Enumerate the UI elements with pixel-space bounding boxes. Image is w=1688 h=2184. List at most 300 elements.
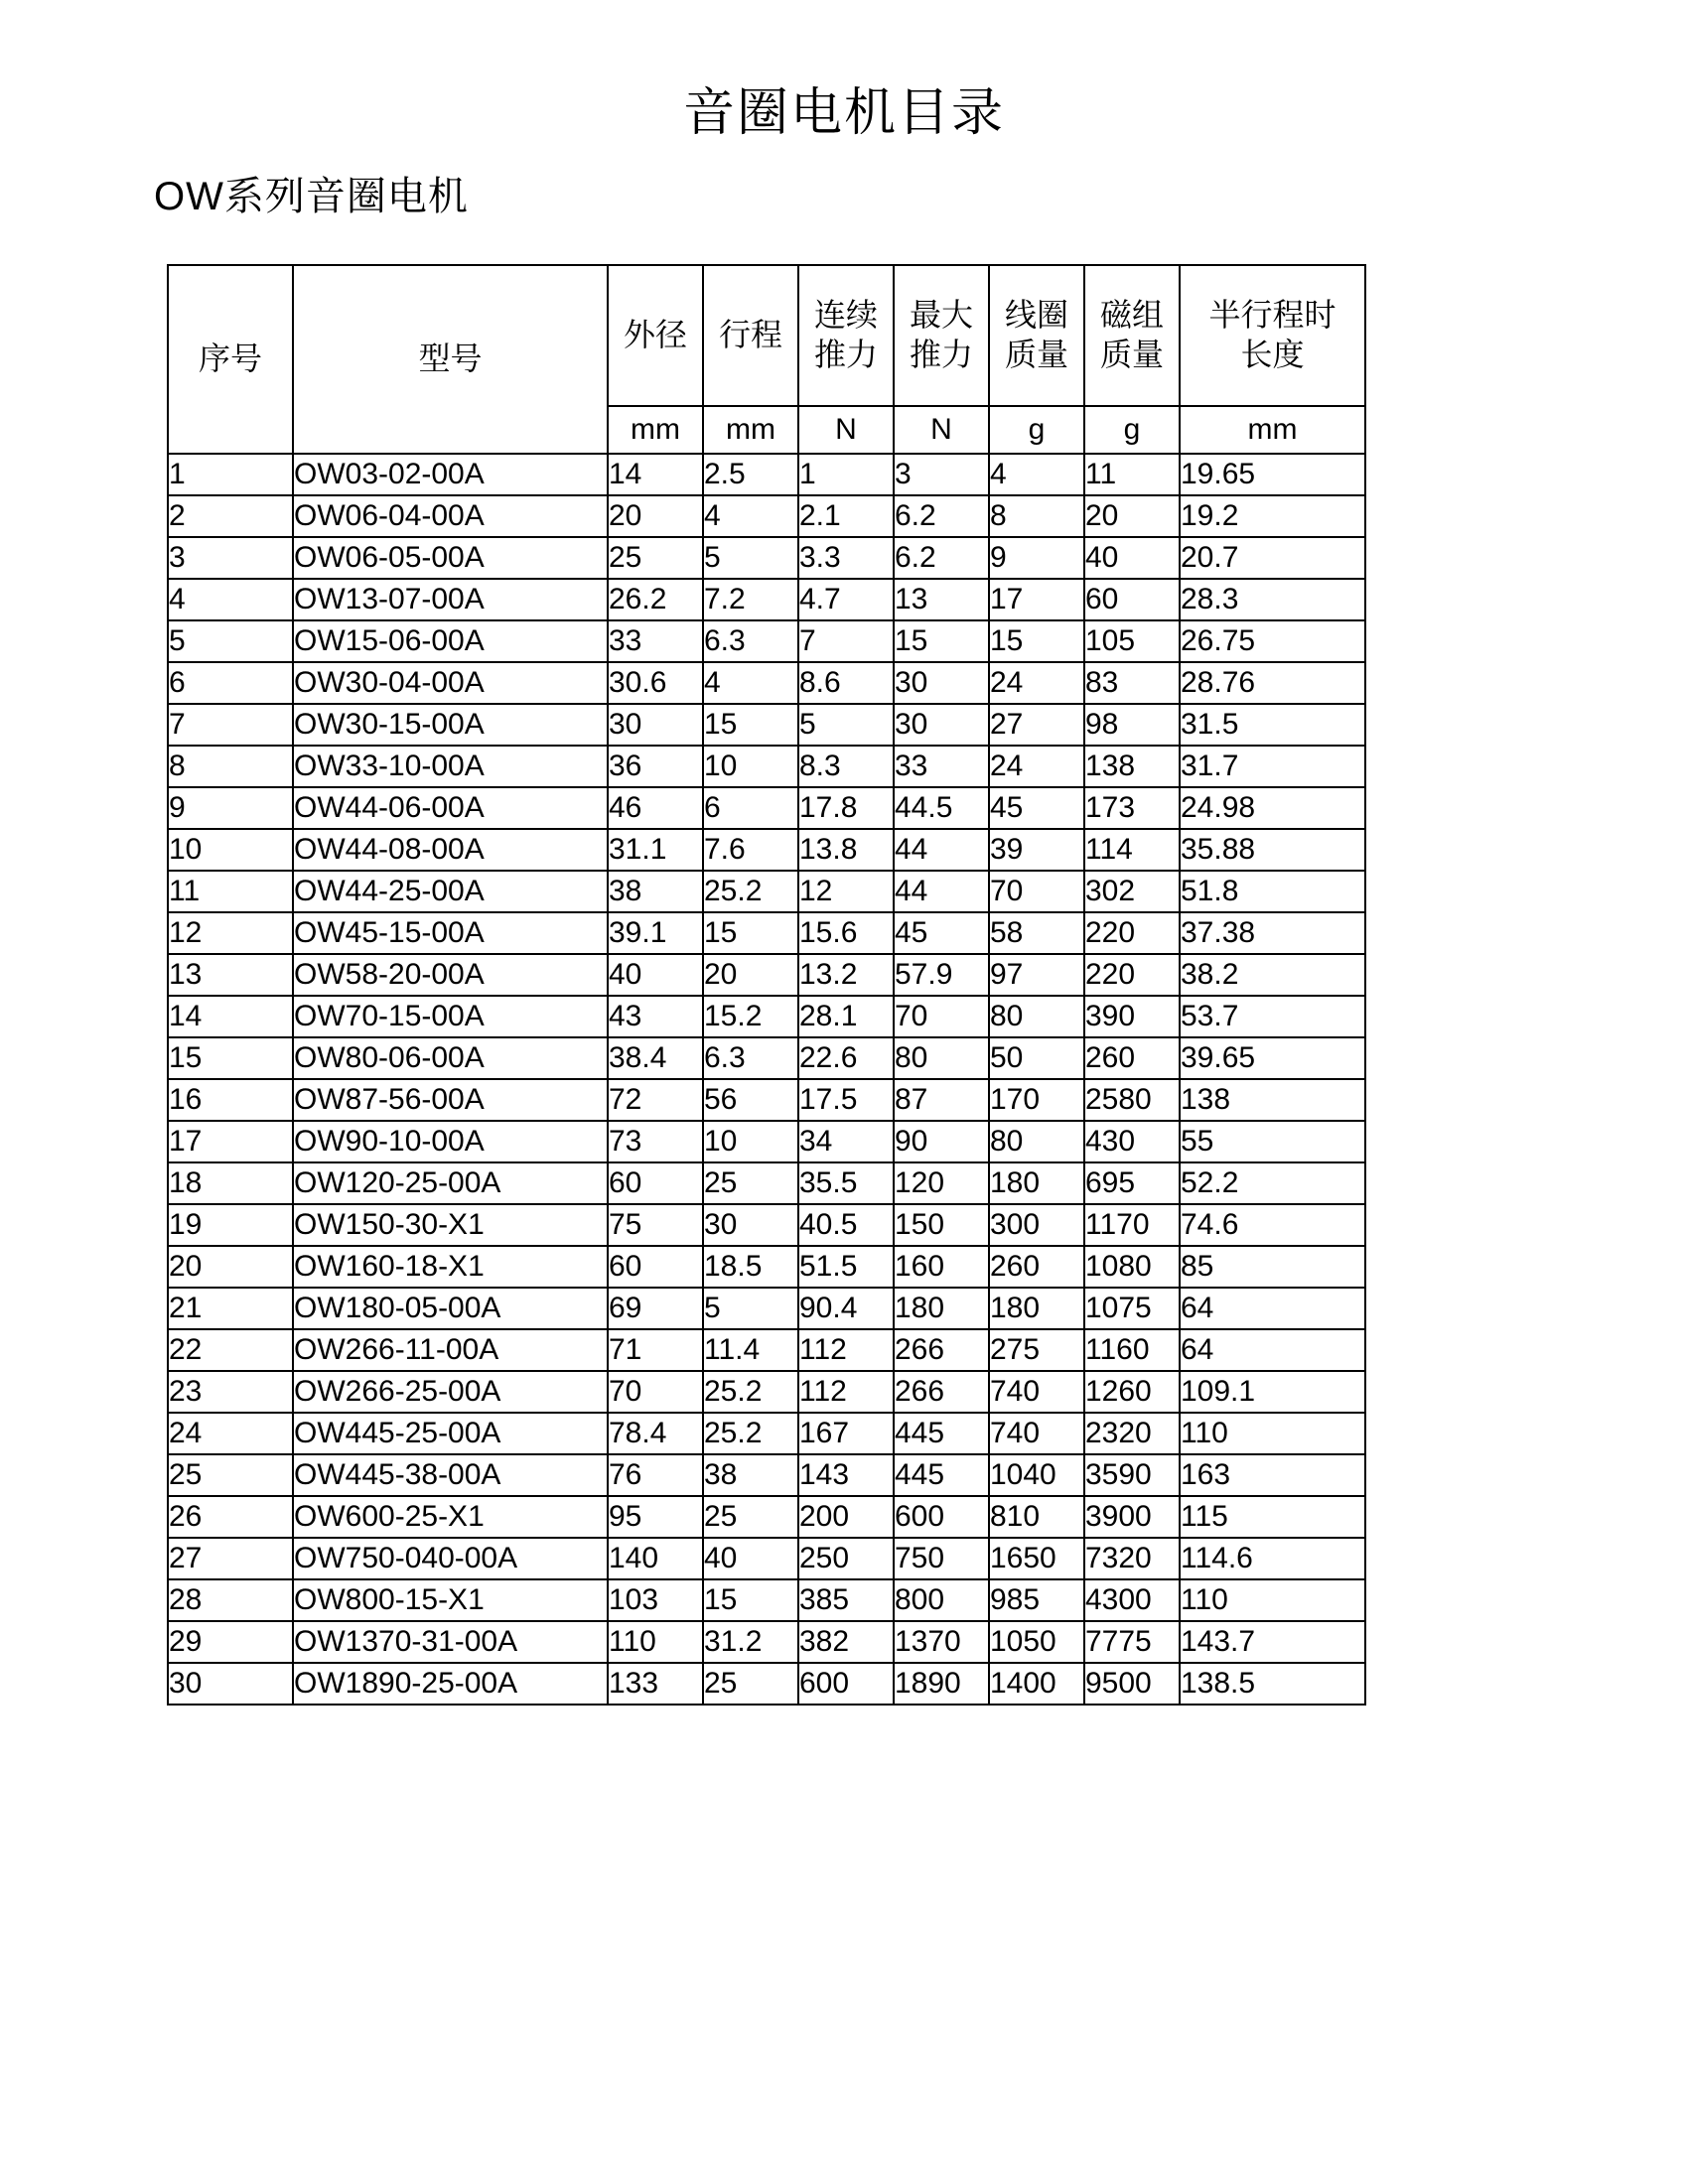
cell-outer-diameter: 33 (608, 620, 703, 662)
cell-outer-diameter: 110 (608, 1621, 703, 1663)
cell-outer-diameter: 30 (608, 704, 703, 746)
cell-magnet-mass: 1160 (1084, 1329, 1180, 1371)
cell-index: 25 (168, 1454, 293, 1496)
cell-half-stroke-length: 37.38 (1180, 912, 1365, 954)
table-row (168, 912, 1365, 954)
cell-coil-mass: 810 (989, 1496, 1084, 1538)
cell-magnet-mass: 2580 (1084, 1079, 1180, 1121)
cell-max-force: 6.2 (894, 537, 989, 579)
cell-outer-diameter: 30.6 (608, 662, 703, 704)
column-header-max-force (894, 265, 989, 406)
cell-magnet-mass: 1260 (1084, 1371, 1180, 1413)
cell-coil-mass: 24 (989, 662, 1084, 704)
cell-continuous-force: 200 (798, 1496, 894, 1538)
table-row (168, 537, 1365, 579)
cell-max-force: 80 (894, 1037, 989, 1079)
cell-magnet-mass: 3900 (1084, 1496, 1180, 1538)
cell-model: OW445-38-00A (293, 1454, 608, 1496)
cell-outer-diameter: 133 (608, 1663, 703, 1705)
cell-continuous-force: 8.3 (798, 746, 894, 787)
cell-coil-mass: 39 (989, 829, 1084, 871)
cell-index: 26 (168, 1496, 293, 1538)
cell-outer-diameter: 38.4 (608, 1037, 703, 1079)
cell-index: 21 (168, 1288, 293, 1329)
table-row (168, 1329, 1365, 1371)
cell-outer-diameter: 40 (608, 954, 703, 996)
cell-model: OW15-06-00A (293, 620, 608, 662)
cell-continuous-force: 1 (798, 454, 894, 495)
cell-max-force: 6.2 (894, 495, 989, 537)
cell-index: 15 (168, 1037, 293, 1079)
max-force-line1: 最大 (909, 297, 973, 334)
continuous-force-line2: 推力 (813, 337, 878, 372)
cell-outer-diameter: 20 (608, 495, 703, 537)
table-row (168, 996, 1365, 1037)
cell-coil-mass: 180 (989, 1162, 1084, 1204)
cell-continuous-force: 51.5 (798, 1246, 894, 1288)
continuous-force-line1: 连续 (813, 297, 878, 334)
cell-magnet-mass: 11 (1084, 454, 1180, 495)
cell-model: OW13-07-00A (293, 579, 608, 620)
cell-stroke: 25 (703, 1162, 798, 1204)
cell-continuous-force: 600 (798, 1663, 894, 1705)
cell-continuous-force: 40.5 (798, 1204, 894, 1246)
cell-coil-mass: 170 (989, 1079, 1084, 1121)
cell-stroke: 10 (703, 1121, 798, 1162)
cell-model: OW30-15-00A (293, 704, 608, 746)
cell-half-stroke-length: 55 (1180, 1121, 1365, 1162)
cell-continuous-force: 385 (798, 1579, 894, 1621)
cell-stroke: 6.3 (703, 620, 798, 662)
column-header-outer-diameter: 外径 (608, 265, 703, 406)
cell-max-force: 445 (894, 1454, 989, 1496)
cell-coil-mass: 1400 (989, 1663, 1084, 1705)
cell-index: 11 (168, 871, 293, 912)
cell-magnet-mass: 390 (1084, 996, 1180, 1037)
cell-outer-diameter: 95 (608, 1496, 703, 1538)
cell-outer-diameter: 73 (608, 1121, 703, 1162)
cell-outer-diameter: 75 (608, 1204, 703, 1246)
cell-model: OW266-25-00A (293, 1371, 608, 1413)
table-row (168, 620, 1365, 662)
cell-model: OW44-25-00A (293, 871, 608, 912)
cell-model: OW70-15-00A (293, 996, 608, 1037)
cell-half-stroke-length: 143.7 (1180, 1621, 1365, 1663)
cell-stroke: 25.2 (703, 871, 798, 912)
cell-max-force: 15 (894, 620, 989, 662)
cell-model: OW06-04-00A (293, 495, 608, 537)
cell-max-force: 266 (894, 1329, 989, 1371)
column-header-model: 型号 (293, 265, 608, 454)
cell-coil-mass: 985 (989, 1579, 1084, 1621)
cell-continuous-force: 15.6 (798, 912, 894, 954)
cell-half-stroke-length: 20.7 (1180, 537, 1365, 579)
table-row (168, 1121, 1365, 1162)
cell-magnet-mass: 105 (1084, 620, 1180, 662)
coil-mass-line1: 线圈 (1004, 297, 1068, 334)
cell-outer-diameter: 36 (608, 746, 703, 787)
table-row (168, 1413, 1365, 1454)
cell-continuous-force: 13.2 (798, 954, 894, 996)
cell-magnet-mass: 83 (1084, 662, 1180, 704)
table-row (168, 1162, 1365, 1204)
cell-magnet-mass: 7320 (1084, 1538, 1180, 1579)
table-row (168, 1579, 1365, 1621)
cell-coil-mass: 1040 (989, 1454, 1084, 1496)
cell-half-stroke-length: 114.6 (1180, 1538, 1365, 1579)
cell-max-force: 33 (894, 746, 989, 787)
cell-model: OW180-05-00A (293, 1288, 608, 1329)
cell-continuous-force: 143 (798, 1454, 894, 1496)
cell-model: OW445-25-00A (293, 1413, 608, 1454)
cell-index: 18 (168, 1162, 293, 1204)
column-header-magnet-mass (1084, 265, 1180, 406)
cell-stroke: 25.2 (703, 1371, 798, 1413)
cell-index: 24 (168, 1413, 293, 1454)
cell-index: 7 (168, 704, 293, 746)
cell-magnet-mass: 7775 (1084, 1621, 1180, 1663)
cell-model: OW44-06-00A (293, 787, 608, 829)
table-row (168, 829, 1365, 871)
unit-outer-diameter: mm (608, 406, 703, 454)
cell-max-force: 1890 (894, 1663, 989, 1705)
cell-continuous-force: 167 (798, 1413, 894, 1454)
cell-coil-mass: 97 (989, 954, 1084, 996)
cell-continuous-force: 35.5 (798, 1162, 894, 1204)
cell-max-force: 90 (894, 1121, 989, 1162)
cell-coil-mass: 1050 (989, 1621, 1084, 1663)
table-row (168, 1496, 1365, 1538)
table-row (168, 954, 1365, 996)
table-row (168, 1037, 1365, 1079)
cell-magnet-mass: 98 (1084, 704, 1180, 746)
cell-coil-mass: 24 (989, 746, 1084, 787)
cell-half-stroke-length: 19.2 (1180, 495, 1365, 537)
cell-half-stroke-length: 52.2 (1180, 1162, 1365, 1204)
cell-magnet-mass: 9500 (1084, 1663, 1180, 1705)
cell-max-force: 44 (894, 871, 989, 912)
cell-max-force: 160 (894, 1246, 989, 1288)
cell-stroke: 4 (703, 495, 798, 537)
cell-stroke: 5 (703, 1288, 798, 1329)
cell-continuous-force: 13.8 (798, 829, 894, 871)
cell-half-stroke-length: 110 (1180, 1579, 1365, 1621)
cell-half-stroke-length: 26.75 (1180, 620, 1365, 662)
cell-outer-diameter: 25 (608, 537, 703, 579)
cell-index: 20 (168, 1246, 293, 1288)
cell-max-force: 87 (894, 1079, 989, 1121)
cell-model: OW30-04-00A (293, 662, 608, 704)
cell-stroke: 5 (703, 537, 798, 579)
table-row (168, 1204, 1365, 1246)
cell-half-stroke-length: 163 (1180, 1454, 1365, 1496)
cell-model: OW600-25-X1 (293, 1496, 608, 1538)
cell-half-stroke-length: 19.65 (1180, 454, 1365, 495)
cell-outer-diameter: 69 (608, 1288, 703, 1329)
cell-index: 19 (168, 1204, 293, 1246)
cell-continuous-force: 382 (798, 1621, 894, 1663)
cell-index: 12 (168, 912, 293, 954)
cell-index: 30 (168, 1663, 293, 1705)
cell-half-stroke-length: 64 (1180, 1329, 1365, 1371)
cell-stroke: 10 (703, 746, 798, 787)
cell-index: 8 (168, 746, 293, 787)
cell-outer-diameter: 38 (608, 871, 703, 912)
cell-stroke: 6 (703, 787, 798, 829)
cell-index: 16 (168, 1079, 293, 1121)
cell-max-force: 45 (894, 912, 989, 954)
table-row (168, 787, 1365, 829)
table-row (168, 1663, 1365, 1705)
table-header (168, 265, 1365, 454)
cell-max-force: 120 (894, 1162, 989, 1204)
cell-model: OW80-06-00A (293, 1037, 608, 1079)
cell-stroke: 15 (703, 1579, 798, 1621)
cell-magnet-mass: 4300 (1084, 1579, 1180, 1621)
cell-outer-diameter: 103 (608, 1579, 703, 1621)
cell-stroke: 11.4 (703, 1329, 798, 1371)
cell-magnet-mass: 220 (1084, 912, 1180, 954)
cell-stroke: 7.2 (703, 579, 798, 620)
column-header-coil-mass (989, 265, 1084, 406)
table-row (168, 1454, 1365, 1496)
cell-max-force: 750 (894, 1538, 989, 1579)
cell-coil-mass: 4 (989, 454, 1084, 495)
cell-coil-mass: 80 (989, 1121, 1084, 1162)
table-row (168, 871, 1365, 912)
cell-magnet-mass: 695 (1084, 1162, 1180, 1204)
cell-index: 9 (168, 787, 293, 829)
cell-coil-mass: 8 (989, 495, 1084, 537)
cell-index: 17 (168, 1121, 293, 1162)
cell-coil-mass: 300 (989, 1204, 1084, 1246)
cell-index: 10 (168, 829, 293, 871)
magnet-mass-line1: 磁组 (1099, 297, 1164, 334)
cell-magnet-mass: 220 (1084, 954, 1180, 996)
cell-coil-mass: 80 (989, 996, 1084, 1037)
cell-max-force: 800 (894, 1579, 989, 1621)
cell-index: 28 (168, 1579, 293, 1621)
section-title: OW系列音圈电机 (154, 175, 469, 218)
table-row (168, 746, 1365, 787)
cell-half-stroke-length: 51.8 (1180, 871, 1365, 912)
cell-outer-diameter: 43 (608, 996, 703, 1037)
cell-half-stroke-length: 28.76 (1180, 662, 1365, 704)
cell-continuous-force: 17.5 (798, 1079, 894, 1121)
cell-magnet-mass: 430 (1084, 1121, 1180, 1162)
cell-stroke: 31.2 (703, 1621, 798, 1663)
cell-model: OW33-10-00A (293, 746, 608, 787)
cell-continuous-force: 7 (798, 620, 894, 662)
cell-coil-mass: 50 (989, 1037, 1084, 1079)
cell-half-stroke-length: 35.88 (1180, 829, 1365, 871)
table-body (168, 454, 1365, 1705)
table-row (168, 579, 1365, 620)
column-header-index: 序号 (168, 265, 293, 454)
cell-outer-diameter: 60 (608, 1162, 703, 1204)
cell-magnet-mass: 1075 (1084, 1288, 1180, 1329)
cell-index: 5 (168, 620, 293, 662)
cell-continuous-force: 12 (798, 871, 894, 912)
cell-continuous-force: 34 (798, 1121, 894, 1162)
unit-magnet-mass: g (1084, 406, 1180, 454)
cell-stroke: 15 (703, 912, 798, 954)
cell-continuous-force: 90.4 (798, 1288, 894, 1329)
cell-coil-mass: 1650 (989, 1538, 1084, 1579)
unit-half-stroke-length: mm (1180, 406, 1365, 454)
cell-half-stroke-length: 109.1 (1180, 1371, 1365, 1413)
cell-model: OW150-30-X1 (293, 1204, 608, 1246)
table-row (168, 1288, 1365, 1329)
cell-model: OW160-18-X1 (293, 1246, 608, 1288)
cell-half-stroke-length: 138.5 (1180, 1663, 1365, 1705)
unit-continuous-force: N (798, 406, 894, 454)
cell-continuous-force: 2.1 (798, 495, 894, 537)
cell-outer-diameter: 76 (608, 1454, 703, 1496)
cell-magnet-mass: 20 (1084, 495, 1180, 537)
cell-continuous-force: 8.6 (798, 662, 894, 704)
cell-continuous-force: 4.7 (798, 579, 894, 620)
cell-index: 14 (168, 996, 293, 1037)
unit-max-force: N (894, 406, 989, 454)
cell-outer-diameter: 70 (608, 1371, 703, 1413)
cell-stroke: 7.6 (703, 829, 798, 871)
cell-index: 29 (168, 1621, 293, 1663)
cell-stroke: 25.2 (703, 1413, 798, 1454)
cell-coil-mass: 17 (989, 579, 1084, 620)
cell-model: OW800-15-X1 (293, 1579, 608, 1621)
cell-index: 22 (168, 1329, 293, 1371)
cell-magnet-mass: 114 (1084, 829, 1180, 871)
cell-magnet-mass: 3590 (1084, 1454, 1180, 1496)
cell-magnet-mass: 60 (1084, 579, 1180, 620)
max-force-line2: 推力 (909, 337, 973, 372)
cell-magnet-mass: 138 (1084, 746, 1180, 787)
cell-coil-mass: 275 (989, 1329, 1084, 1371)
cell-outer-diameter: 71 (608, 1329, 703, 1371)
cell-max-force: 57.9 (894, 954, 989, 996)
cell-half-stroke-length: 53.7 (1180, 996, 1365, 1037)
cell-half-stroke-length: 110 (1180, 1413, 1365, 1454)
cell-stroke: 56 (703, 1079, 798, 1121)
cell-coil-mass: 260 (989, 1246, 1084, 1288)
cell-model: OW06-05-00A (293, 537, 608, 579)
cell-max-force: 266 (894, 1371, 989, 1413)
cell-outer-diameter: 31.1 (608, 829, 703, 871)
cell-continuous-force: 3.3 (798, 537, 894, 579)
cell-max-force: 600 (894, 1496, 989, 1538)
cell-model: OW58-20-00A (293, 954, 608, 996)
cell-outer-diameter: 60 (608, 1246, 703, 1288)
unit-stroke: mm (703, 406, 798, 454)
cell-magnet-mass: 173 (1084, 787, 1180, 829)
cell-magnet-mass: 302 (1084, 871, 1180, 912)
cell-max-force: 44 (894, 829, 989, 871)
cell-stroke: 18.5 (703, 1246, 798, 1288)
cell-index: 3 (168, 537, 293, 579)
column-header-stroke: 行程 (703, 265, 798, 406)
cell-model: OW120-25-00A (293, 1162, 608, 1204)
cell-model: OW1890-25-00A (293, 1663, 608, 1705)
cell-max-force: 70 (894, 996, 989, 1037)
table-row (168, 454, 1365, 495)
cell-index: 23 (168, 1371, 293, 1413)
cell-coil-mass: 70 (989, 871, 1084, 912)
cell-stroke: 2.5 (703, 454, 798, 495)
cell-coil-mass: 15 (989, 620, 1084, 662)
cell-half-stroke-length: 39.65 (1180, 1037, 1365, 1079)
table-row (168, 1246, 1365, 1288)
cell-index: 6 (168, 662, 293, 704)
cell-index: 4 (168, 579, 293, 620)
cell-continuous-force: 250 (798, 1538, 894, 1579)
cell-half-stroke-length: 74.6 (1180, 1204, 1365, 1246)
cell-stroke: 25 (703, 1663, 798, 1705)
cell-magnet-mass: 2320 (1084, 1413, 1180, 1454)
cell-continuous-force: 28.1 (798, 996, 894, 1037)
table-row (168, 1079, 1365, 1121)
cell-continuous-force: 5 (798, 704, 894, 746)
cell-magnet-mass: 1170 (1084, 1204, 1180, 1246)
cell-index: 1 (168, 454, 293, 495)
cell-continuous-force: 22.6 (798, 1037, 894, 1079)
cell-max-force: 30 (894, 704, 989, 746)
cell-model: OW266-11-00A (293, 1329, 608, 1371)
cell-half-stroke-length: 138 (1180, 1079, 1365, 1121)
cell-half-stroke-length: 28.3 (1180, 579, 1365, 620)
cell-outer-diameter: 46 (608, 787, 703, 829)
cell-stroke: 20 (703, 954, 798, 996)
cell-max-force: 150 (894, 1204, 989, 1246)
table-row (168, 1621, 1365, 1663)
cell-continuous-force: 17.8 (798, 787, 894, 829)
cell-model: OW87-56-00A (293, 1079, 608, 1121)
cell-stroke: 30 (703, 1204, 798, 1246)
magnet-mass-line2: 质量 (1099, 337, 1164, 372)
column-header-continuous-force (798, 265, 894, 406)
cell-max-force: 13 (894, 579, 989, 620)
cell-index: 27 (168, 1538, 293, 1579)
cell-half-stroke-length: 85 (1180, 1246, 1365, 1288)
cell-max-force: 445 (894, 1413, 989, 1454)
spec-table-container (0, 216, 1688, 1706)
cell-model: OW03-02-00A (293, 454, 608, 495)
cell-model: OW1370-31-00A (293, 1621, 608, 1663)
cell-half-stroke-length: 115 (1180, 1496, 1365, 1538)
cell-model: OW44-08-00A (293, 829, 608, 871)
page-title: 音圈电机目录 (682, 84, 1005, 142)
cell-outer-diameter: 14 (608, 454, 703, 495)
table-row (168, 704, 1365, 746)
cell-model: OW750-040-00A (293, 1538, 608, 1579)
cell-index: 13 (168, 954, 293, 996)
cell-outer-diameter: 140 (608, 1538, 703, 1579)
cell-outer-diameter: 72 (608, 1079, 703, 1121)
cell-continuous-force: 112 (798, 1371, 894, 1413)
half-stroke-length-line2: 长度 (1240, 337, 1305, 372)
cell-max-force: 3 (894, 454, 989, 495)
cell-coil-mass: 180 (989, 1288, 1084, 1329)
cell-coil-mass: 58 (989, 912, 1084, 954)
unit-coil-mass: g (989, 406, 1084, 454)
cell-model: OW90-10-00A (293, 1121, 608, 1162)
table-row (168, 495, 1365, 537)
cell-model: OW45-15-00A (293, 912, 608, 954)
cell-coil-mass: 45 (989, 787, 1084, 829)
cell-half-stroke-length: 31.5 (1180, 704, 1365, 746)
cell-stroke: 38 (703, 1454, 798, 1496)
cell-half-stroke-length: 64 (1180, 1288, 1365, 1329)
